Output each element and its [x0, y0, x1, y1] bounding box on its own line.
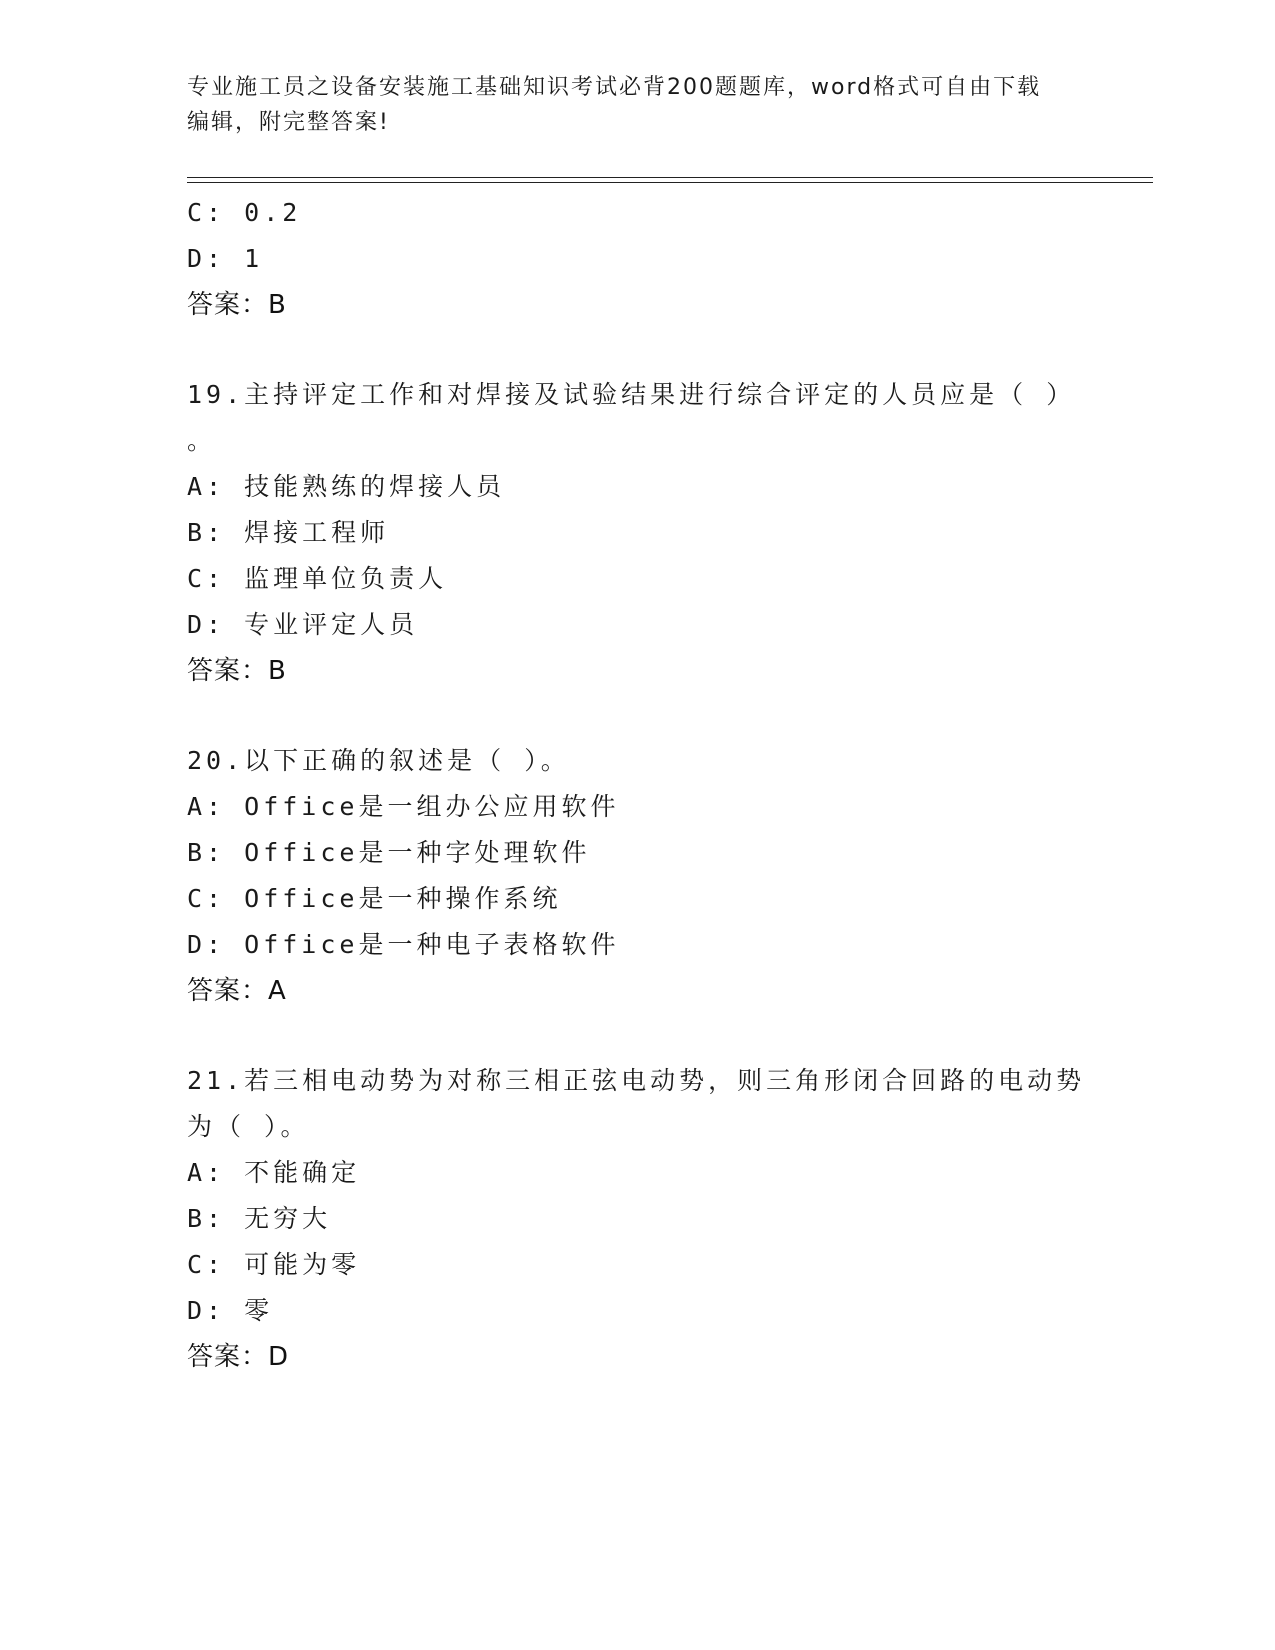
option-b: B: 焊接工程师 [187, 518, 390, 547]
header-divider-bottom [187, 182, 1153, 183]
question-21 [187, 1058, 1107, 1380]
question-stem: 20.以下正确的叙述是（ ）。 [187, 746, 570, 775]
option-d: D: 零 [187, 1296, 274, 1325]
option-c: C: 可能为零 [187, 1250, 361, 1279]
option-a: A: Office是一组办公应用软件 [187, 792, 620, 821]
question-list [187, 190, 1107, 1380]
option-d: D: Office是一种电子表格软件 [187, 930, 620, 959]
answer: 答案：A [187, 976, 287, 1006]
header-divider-top [187, 177, 1153, 178]
question-stem: 21.若三相电动势为对称三相正弦电动势，则三角形闭合回路的电动势 [187, 1066, 1086, 1095]
question-20 [187, 738, 1107, 1014]
prev-option-c: C: 0.2 [187, 198, 302, 227]
option-a: A: 不能确定 [187, 1158, 361, 1187]
option-a: A: 技能熟练的焊接人员 [187, 472, 506, 501]
header-title-line-2: 编辑，附完整答案! [187, 110, 390, 135]
option-c: C: 监理单位负责人 [187, 564, 448, 593]
option-b: B: Office是一种字处理软件 [187, 838, 591, 867]
option-b: B: 无穷大 [187, 1204, 332, 1233]
option-d: D: 专业评定人员 [187, 610, 419, 639]
answer: 答案：D [187, 1342, 290, 1372]
document-header [187, 70, 1087, 140]
question-19 [187, 372, 1107, 694]
question-stem-continued: 为（ ）。 [187, 1112, 310, 1141]
option-c: C: Office是一种操作系统 [187, 884, 562, 913]
question-stem: 19.主持评定工作和对焊接及试验结果进行综合评定的人员应是（ ） [187, 380, 1076, 409]
prev-answer: 答案：B [187, 290, 287, 320]
question-stem-continued: 。 [187, 426, 217, 455]
prev-option-d: D: 1 [187, 244, 264, 273]
header-title-line-1: 专业施工员之设备安装施工基础知识考试必背200题题库，word格式可自由下载 [187, 75, 1042, 100]
answer: 答案：B [187, 656, 287, 686]
